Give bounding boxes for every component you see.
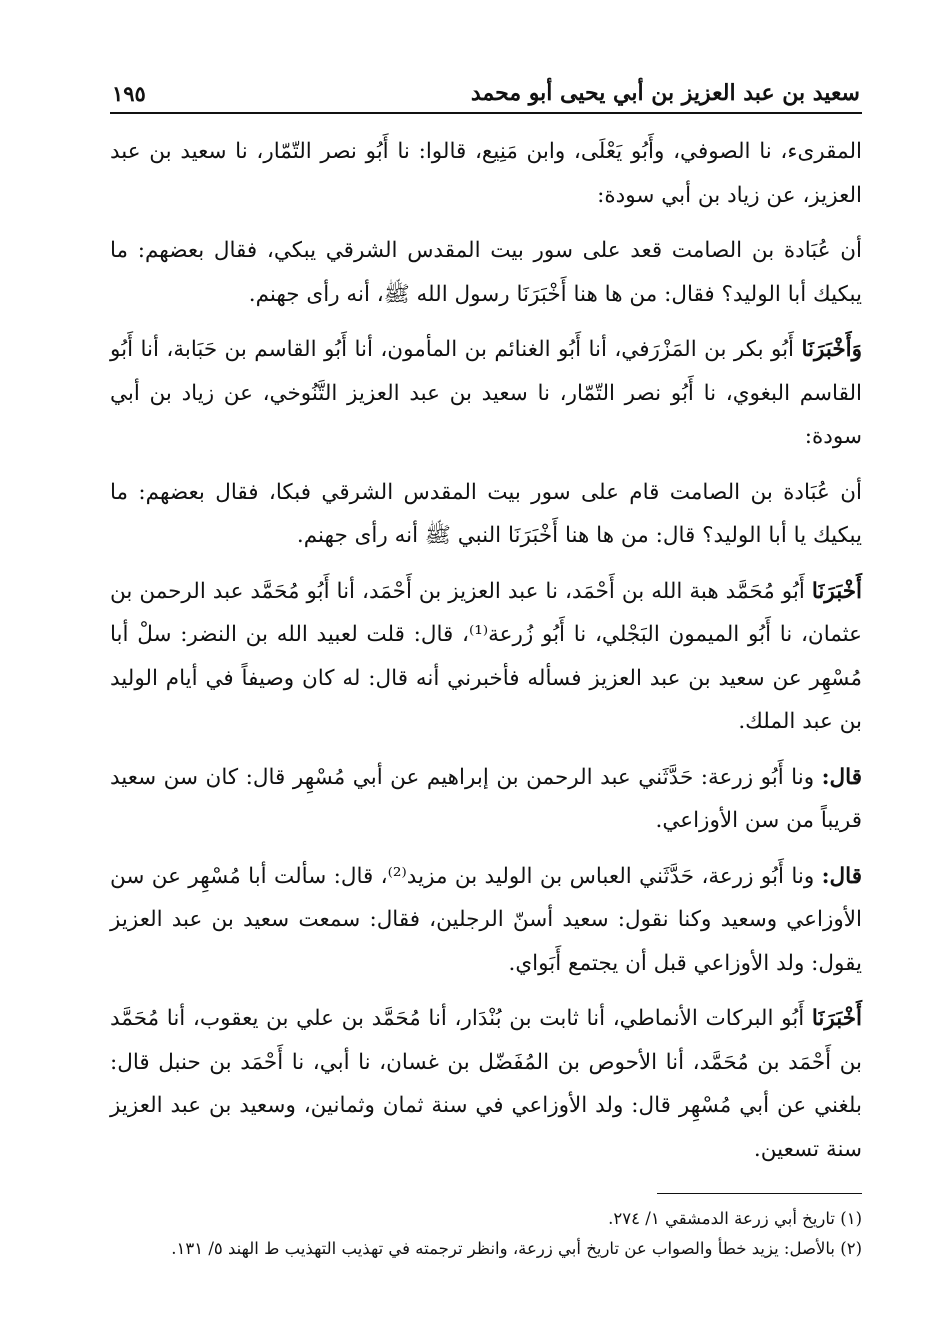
page-number: ١٩٥ bbox=[112, 81, 146, 106]
paragraph-text: أَبُو البركات الأنماطي، أنا ثابت بن بُنْدَار، أنا مُحَمَّد بن علي بن يعقوب، أنا مُحَمَّد بن أَحْمَد بن مُحَمَّد، أنا الأحوص بن المُفَضّل بن غسان، نا أبي، نا أَحْمَد بن حنبل قال: بلغني عن أبي مُسْهِر قال: ولد الأوزاعي في سنة ثمان وثمانين، وسعيد بن عبد العزيز سنة تسعين. bbox=[110, 1006, 862, 1162]
page bbox=[110, 60, 862, 1290]
paragraph bbox=[110, 756, 862, 843]
footnote bbox=[110, 1234, 862, 1264]
paragraph-lead: أَخْبَرَنَا bbox=[811, 578, 862, 604]
footnote bbox=[110, 1204, 862, 1234]
paragraph-lead: قال: bbox=[821, 863, 863, 889]
footnote-marker: (١) bbox=[840, 1209, 862, 1228]
running-header bbox=[110, 60, 862, 114]
header-title: سعيد بن عبد العزيز بن أبي يحيى أبو محمد bbox=[470, 80, 860, 106]
paragraph-text: أَبُو مُحَمَّد هبة الله بن أَحْمَد، نا عبد العزيز بن أَحْمَد، أنا أَبُو مُحَمَّد عبد الرحمن بن عثمان، نا أَبُو الميمون البَجْلي، نا أَبُو زُرعة⁽¹⁾، قال: قلت لعبيد الله بن النضر: سلْ أبا مُسْهِر عن سعيد بن عبد العزيز فسأله فأخبرني أنه قال: له كان وصيفاً في أيام الوليد بن عبد الملك. bbox=[110, 578, 862, 734]
footnote-text: بالأصل: يزيد خطأ والصواب عن تاريخ أبي زرعة، وانظر ترجمته في تهذيب التهذيب ط الهند ٥/ ١٣١. bbox=[171, 1239, 835, 1258]
paragraph bbox=[110, 130, 862, 217]
footnotes bbox=[110, 1204, 862, 1264]
paragraph bbox=[110, 570, 862, 744]
paragraph bbox=[110, 471, 862, 558]
paragraph-text: ونا أَبُو زرعة: حَدَّثَني عبد الرحمن بن إبراهيم عن أبي مُسْهِر قال: كان سن سعيد قريباً من سن الأوزاعي. bbox=[110, 764, 862, 833]
main-text bbox=[110, 130, 862, 1171]
paragraph-text: أن عُبَادة بن الصامت قعد على سور بيت المقدس الشرقي يبكي، فقال بعضهم: ما يبكيك أبا الوليد؟ فقال: من ها هنا أَخْبَرَنَا رسول الله ﷺ، أنه رأى جهنم. bbox=[110, 238, 862, 307]
paragraph-lead: أَخْبَرَنَا bbox=[811, 1006, 862, 1031]
paragraph-text: ونا أَبُو زرعة، حَدَّثَني العباس بن الوليد بن مزيد⁽²⁾، قال: سألت أبا مُسْهِر عن سن الأوزاعي وسعيد وكنا نقول: سعيد أسنّ الرجلين، فقال: سمعت سعيد بن عبد العزيز يقول: ولد الأوزاعي قبل أن يجتمع أَبَواي. bbox=[110, 863, 862, 976]
paragraph bbox=[110, 855, 862, 986]
footnote-marker: (٢) bbox=[840, 1239, 862, 1258]
paragraph-lead: قال: bbox=[821, 764, 862, 790]
footnote-divider bbox=[657, 1193, 862, 1194]
footnote-text: تاريخ أبي زرعة الدمشقي ١/ ٢٧٤. bbox=[608, 1209, 835, 1228]
paragraph bbox=[110, 997, 862, 1171]
paragraph-text: أَبُو بكر بن المَزْرَفي، أنا أَبُو الغنائم بن المأمون، أنا أَبُو القاسم بن حَبَابة، أنا أَبُو القاسم البغوي، نا أَبُو نصر التّمّار، نا سعيد بن عبد العزيز التَّنُوخي، عن زياد بن أبي سودة: bbox=[110, 337, 862, 449]
paragraph bbox=[110, 229, 862, 316]
paragraph bbox=[110, 328, 862, 459]
paragraph-text: المقرىء، نا الصوفي، وأَبُو يَعْلَى، وابن مَنِيع، قالوا: نا أَبُو نصر التّمّار، نا سعيد بن عبد العزيز، عن زياد بن أبي سودة: bbox=[110, 139, 862, 208]
paragraph-lead: وَأَخْبَرَنَا bbox=[801, 337, 862, 362]
paragraph-text: أن عُبَادة بن الصامت قام على سور بيت المقدس الشرقي فبكا، فقال بعضهم: ما يبكيك يا أبا الوليد؟ قال: من ها هنا أَخْبَرَنَا النبي ﷺ أنه رأى جهنم. bbox=[110, 479, 862, 548]
